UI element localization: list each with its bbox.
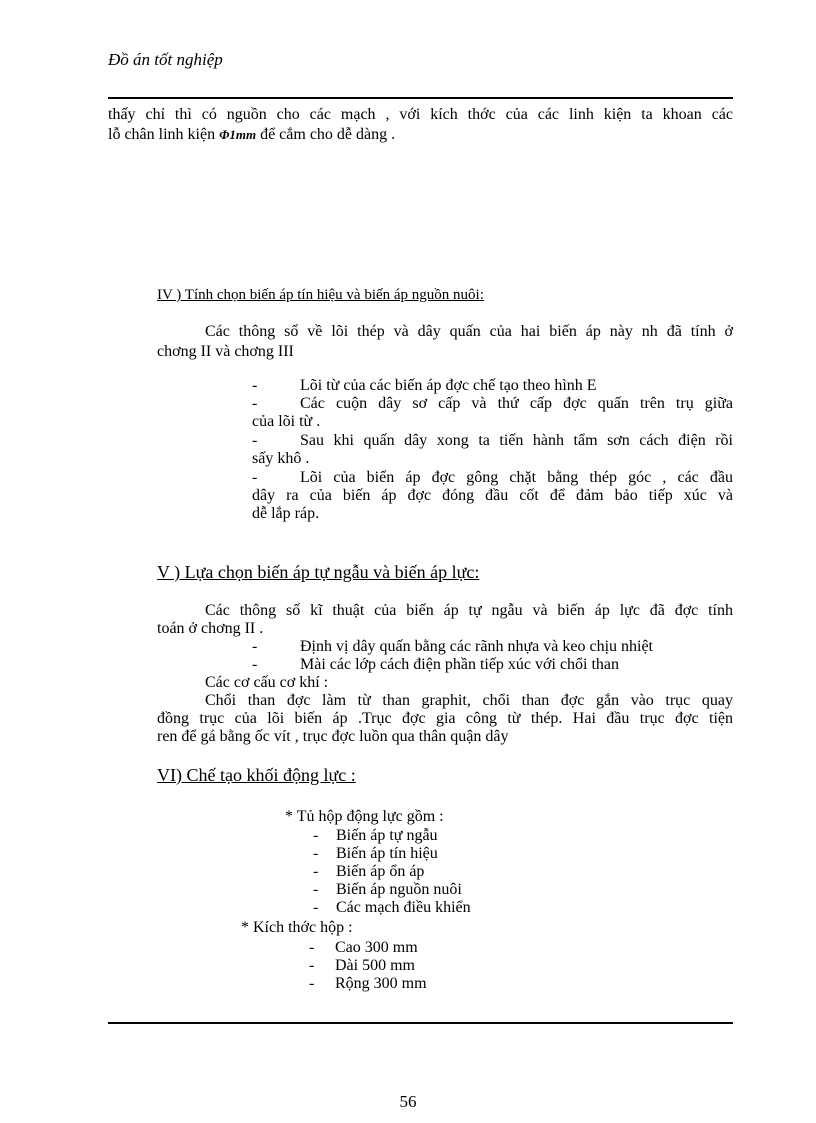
box-item (313, 863, 424, 881)
intro-line-2 (108, 126, 395, 144)
bullet-dash: - (252, 432, 258, 449)
section-iv-para-line-1: Các thông số về lõi thép và dây quấn của hai biến áp này nh đã tính ở (205, 323, 733, 340)
intro-line-2-pre: lỗ chân linh kiện (108, 126, 220, 143)
section-v-para-line-1: Các thông số kĩ thuật của biến áp tự ngẫu và biến áp lực đã đợc tính (205, 602, 733, 619)
box-item (313, 881, 462, 899)
box-item-text: Biến áp tự ngẫu (336, 827, 438, 844)
mech-title: Các cơ cấu cơ khí : (205, 674, 329, 691)
section-iv-bullet (252, 395, 733, 413)
box-item (313, 827, 438, 845)
section-vi-heading: VI) Chế tạo khối động lực : (157, 765, 356, 785)
header-rule (108, 97, 733, 99)
bullet-dash: - (252, 469, 258, 486)
box-item-text: Biến áp nguồn nuôi (336, 881, 462, 898)
bullet-text: Lõi từ của các biến áp đợc chế tạo theo hình E (300, 377, 597, 394)
section-v-heading: V ) Lựa chọn biến áp tự ngẫu và biến áp lực: (157, 562, 480, 582)
item-dash: - (313, 863, 319, 880)
bullet-dash: - (252, 395, 258, 412)
size-item (309, 939, 418, 957)
section-iv-heading: IV ) Tính chọn biến áp tín hiệu và biến áp nguồn nuôi: (157, 287, 484, 303)
section-v-para-line-2: toán ở chơng II . (157, 620, 264, 637)
bullet-text: Các cuộn dây sơ cấp và thứ cấp đợc quấn trên trụ giữa (300, 395, 733, 412)
item-dash: - (313, 899, 319, 916)
bullet-dash: - (252, 656, 258, 673)
box-title: * Tủ hộp động lực gồm : (285, 808, 444, 825)
item-dash: - (309, 957, 315, 974)
size-item-text: Rộng 300 mm (335, 975, 427, 992)
bullet-text: Mài các lớp cách điện phần tiếp xúc với chổi than (300, 656, 620, 673)
bullet-continuation: của lõi từ . (252, 413, 321, 430)
bullet-continuation: sấy khô . (252, 450, 310, 467)
item-dash: - (309, 975, 315, 992)
size-item (309, 957, 415, 975)
footer-rule (108, 1022, 733, 1024)
bullet-text: Sau khi quấn dây xong ta tiến hành tẩm sơn cách điện rồi (300, 432, 733, 449)
mech-line-1: Chổi than đợc làm từ than graphit, chổi than đợc gắn vào trục quay (205, 692, 733, 709)
size-title: * Kích thớc hộp : (241, 919, 353, 936)
intro-line-1: thấy chỉ thì có nguồn cho các mạch , với kích thớc của các linh kiện ta khoan các (108, 106, 733, 123)
bullet-text: Định vị dây quấn bằng các rãnh nhựa và keo chịu nhiệt (300, 638, 653, 655)
section-iv-bullet (252, 469, 733, 487)
intro-line-2-post: để cắm cho dễ dàng . (256, 126, 396, 143)
bullet-dash: - (252, 638, 258, 655)
size-item-text: Dài 500 mm (335, 957, 415, 974)
section-v-bullet (252, 638, 653, 656)
bullet-continuation: dây ra của biến áp đợc đóng đầu cốt để đảm bảo tiếp xúc và (252, 487, 733, 504)
size-item-text: Cao 300 mm (335, 939, 418, 956)
box-item-text: Các mạch điều khiển (336, 899, 471, 916)
item-dash: - (313, 845, 319, 862)
box-item (313, 899, 471, 917)
box-item (313, 845, 438, 863)
section-v-bullet (252, 656, 619, 674)
item-dash: - (309, 939, 315, 956)
box-item-text: Biến áp ổn áp (336, 863, 425, 880)
section-iv-bullet (252, 377, 733, 395)
bullet-continuation: dễ lắp ráp. (252, 505, 320, 522)
section-iv-para-line-2: chơng II và chơng III (157, 343, 294, 360)
mech-line-3: ren để gá bằng ốc vít , trục đợc luồn qua thân quận dây (157, 728, 509, 745)
bullet-dash: - (252, 377, 258, 394)
header-title: Đồ án tốt nghiệp (108, 50, 223, 69)
box-item-text: Biến áp tín hiệu (336, 845, 438, 862)
page-number: 56 (399, 1092, 417, 1111)
section-iv-bullet (252, 432, 733, 450)
bullet-text: Lõi của biến áp đợc gông chặt bằng thép góc , các đầu (300, 469, 733, 486)
item-dash: - (313, 827, 319, 844)
phi-symbol: Φ1mm (219, 127, 257, 142)
size-item (309, 975, 427, 993)
mech-line-2: đồng trục của lõi biến áp .Trục đợc gia công từ thép. Hai đầu trục đợc tiện (157, 710, 733, 727)
item-dash: - (313, 881, 319, 898)
